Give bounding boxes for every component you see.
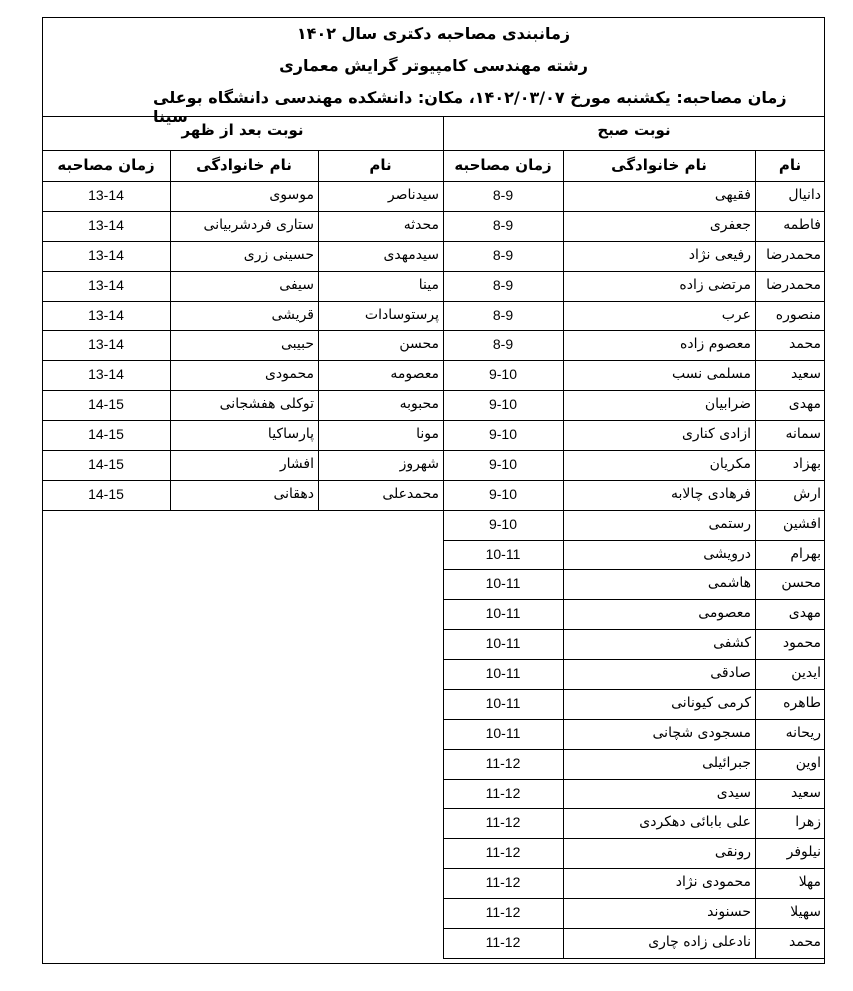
row-divider bbox=[42, 330, 443, 331]
morning-row-time: 11-12 bbox=[485, 754, 521, 771]
row-divider bbox=[443, 629, 825, 630]
morning-row-name: محمد bbox=[789, 934, 821, 950]
afternoon-row-name: مینا bbox=[418, 276, 439, 293]
afternoon-row-name: محمدعلی bbox=[382, 485, 439, 502]
morning-row-family: ازادی کناری bbox=[681, 426, 751, 443]
morning-row-family: رفیعی نژاد bbox=[688, 246, 751, 263]
morning-row-time: 9-10 bbox=[488, 485, 518, 502]
morning-row-name: سعید bbox=[790, 366, 821, 383]
morning-row-family: جبرائیلی bbox=[702, 754, 751, 771]
afternoon-row-name: محبوبه bbox=[399, 396, 439, 413]
afternoon-row-family: سیفی bbox=[279, 276, 314, 293]
afternoon-row-time: 13-14 bbox=[88, 246, 124, 263]
morning-row-family: جعفری bbox=[709, 216, 751, 233]
row-divider bbox=[443, 271, 825, 272]
morning-row-name: دانیال bbox=[788, 187, 821, 203]
morning-row-name: ریحانه bbox=[785, 724, 821, 741]
row-divider bbox=[443, 540, 825, 541]
morning-row-time: 11-12 bbox=[485, 934, 521, 950]
row-divider bbox=[42, 211, 443, 212]
afternoon-row-time: 14-15 bbox=[88, 426, 124, 443]
morning-row-family: رستمی bbox=[708, 515, 751, 532]
afternoon-row-family: موسوی bbox=[269, 187, 314, 203]
morning-row-time: 9-10 bbox=[488, 426, 518, 443]
morning-row-family: صادقی bbox=[710, 665, 751, 682]
afternoon-header-name: نام bbox=[369, 156, 392, 174]
row-divider bbox=[443, 211, 825, 212]
morning-row-time: 8-9 bbox=[492, 336, 514, 353]
row-divider bbox=[443, 928, 825, 929]
morning-row-family: کشفی bbox=[713, 635, 751, 652]
afternoon-row-family: دهقانی bbox=[273, 485, 314, 502]
afternoon-row-time: 14-15 bbox=[88, 396, 124, 413]
morning-row-time: 10-11 bbox=[485, 665, 521, 682]
row-divider bbox=[443, 330, 825, 331]
morning-row-time: 11-12 bbox=[485, 814, 521, 831]
afternoon-row-family: حبیبی bbox=[281, 336, 314, 353]
morning-row-name: نیلوفر bbox=[786, 844, 821, 861]
section-divider bbox=[443, 116, 444, 958]
morning-row-name: مهدی bbox=[788, 605, 821, 622]
morning-row-name: اوین bbox=[795, 754, 821, 771]
morning-section-label: نوبت صبح bbox=[597, 121, 671, 139]
morning-row-family: مسلمی نسب bbox=[672, 366, 751, 383]
row-divider bbox=[443, 599, 825, 600]
morning-row-family: محمودی نژاد bbox=[675, 874, 751, 891]
morning-row-family: ضرابیان bbox=[704, 396, 751, 413]
morning-row-family: معصوم زاده bbox=[680, 336, 751, 353]
morning-row-family: نادعلی زاده چاری bbox=[648, 934, 751, 950]
morning-row-name: ایدین bbox=[791, 665, 821, 682]
row-divider bbox=[42, 360, 443, 361]
morning-row-name: طاهره bbox=[783, 694, 821, 711]
row-divider bbox=[443, 301, 825, 302]
afternoon-row-name: معصومه bbox=[390, 366, 439, 383]
morning-row-time: 8-9 bbox=[492, 187, 514, 203]
afternoon-row-time: 13-14 bbox=[88, 216, 124, 233]
afternoon-row-time: 14-15 bbox=[88, 485, 124, 502]
row-divider bbox=[42, 480, 443, 481]
row-divider bbox=[443, 958, 825, 959]
morning-row-time: 10-11 bbox=[485, 605, 521, 622]
row-divider bbox=[443, 868, 825, 869]
morning-row-family: مرتضی زاده bbox=[679, 276, 751, 293]
row-divider bbox=[443, 241, 825, 242]
title-block bbox=[43, 18, 824, 126]
title-line-1: زمانبندی مصاحبه دکتری سال ۱۴۰۲ bbox=[296, 24, 571, 43]
morning-row-name: محمد bbox=[789, 336, 821, 353]
afternoon-row-name: پرستوسادات bbox=[364, 306, 439, 323]
column-header-divider bbox=[42, 181, 825, 182]
morning-row-name: محمدرضا bbox=[766, 246, 821, 263]
morning-row-family: فقیهی bbox=[714, 187, 751, 203]
morning-row-time: 8-9 bbox=[492, 276, 514, 293]
morning-row-time: 10-11 bbox=[485, 575, 521, 592]
row-divider bbox=[443, 808, 825, 809]
morning-row-name: افشین bbox=[783, 515, 821, 532]
morning-row-family: حسنوند bbox=[707, 904, 751, 921]
row-divider bbox=[42, 510, 443, 511]
row-divider bbox=[443, 719, 825, 720]
morning-row-time: 8-9 bbox=[492, 216, 514, 233]
morning-row-time: 8-9 bbox=[492, 246, 514, 263]
afternoon-row-time: 13-14 bbox=[88, 306, 124, 323]
morning-row-family: کرمی کیونانی bbox=[671, 694, 751, 711]
row-divider bbox=[443, 898, 825, 899]
morning-row-time: 8-9 bbox=[492, 306, 514, 323]
morning-row-time: 9-10 bbox=[488, 366, 518, 383]
afternoon-row-name: سیدناصر bbox=[387, 187, 439, 203]
morning-row-time: 9-10 bbox=[488, 396, 518, 413]
morning-row-time: 10-11 bbox=[485, 545, 521, 562]
morning-row-name: محسن bbox=[781, 575, 821, 592]
afternoon-header-family: نام خانوادگی bbox=[196, 156, 292, 174]
afternoon-row-family: حسینی زری bbox=[243, 246, 314, 263]
morning-row-time: 10-11 bbox=[485, 635, 521, 652]
morning-row-time: 9-10 bbox=[488, 455, 518, 472]
morning-header-family: نام خانوادگی bbox=[611, 156, 707, 174]
row-divider bbox=[443, 510, 825, 511]
afternoon-row-family: ستاری فردشربیانی bbox=[203, 216, 314, 233]
afternoon-row-name: مونا bbox=[416, 426, 439, 443]
morning-row-name: محمدرضا bbox=[766, 276, 821, 293]
row-divider bbox=[42, 450, 443, 451]
title-line-2: رشته مهندسی کامپیوتر گرایش معماری bbox=[279, 56, 588, 75]
morning-row-name: سمانه bbox=[785, 426, 821, 443]
morning-row-family: معصومی bbox=[698, 605, 751, 622]
morning-row-name: منصوره bbox=[775, 306, 821, 323]
morning-row-name: ارش bbox=[793, 485, 821, 502]
afternoon-row-time: 13-14 bbox=[88, 276, 124, 293]
morning-row-time: 9-10 bbox=[488, 515, 518, 532]
row-divider bbox=[42, 241, 443, 242]
title-line-3: زمان مصاحبه: یکشنبه مورخ ۱۴۰۲/۰۳/۰۷، مکان: دانشکده مهندسی دانشگاه بوعلی سینا bbox=[153, 88, 787, 126]
row-divider bbox=[443, 779, 825, 780]
row-divider bbox=[443, 659, 825, 660]
afternoon-row-family: قریشی bbox=[271, 306, 314, 323]
morning-row-time: 11-12 bbox=[485, 784, 521, 801]
morning-header-name: نام bbox=[778, 156, 802, 174]
morning-row-family: هاشمی bbox=[707, 575, 751, 592]
row-divider bbox=[443, 390, 825, 391]
morning-row-family: فرهادی چالابه bbox=[670, 485, 751, 502]
row-divider bbox=[443, 838, 825, 839]
morning-row-family: درویشی bbox=[703, 545, 751, 562]
row-divider bbox=[443, 480, 825, 481]
afternoon-row-family: افشار bbox=[279, 455, 314, 472]
morning-row-name: سهیلا bbox=[790, 904, 821, 921]
morning-row-name: بهرام bbox=[790, 545, 821, 562]
row-divider bbox=[42, 271, 443, 272]
morning-row-name: سعید bbox=[790, 784, 821, 801]
afternoon-row-name: محسن bbox=[399, 336, 439, 353]
row-divider bbox=[42, 390, 443, 391]
afternoon-row-time: 13-14 bbox=[88, 366, 124, 383]
morning-row-time: 11-12 bbox=[485, 844, 521, 861]
afternoon-row-time: 13-14 bbox=[88, 187, 124, 203]
row-divider bbox=[443, 450, 825, 451]
row-divider bbox=[42, 301, 443, 302]
row-divider bbox=[443, 749, 825, 750]
morning-row-name: بهزاد bbox=[792, 455, 821, 472]
morning-row-time: 10-11 bbox=[485, 724, 521, 741]
morning-row-name: فاطمه bbox=[783, 216, 821, 233]
morning-row-name: زهرا bbox=[795, 814, 821, 831]
row-divider bbox=[42, 420, 443, 421]
morning-row-family: علی بابائی دهکردی bbox=[639, 814, 751, 831]
morning-row-time: 11-12 bbox=[485, 874, 521, 891]
afternoon-row-name: سیدمهدی bbox=[383, 246, 439, 263]
afternoon-row-name: شهروز bbox=[399, 455, 439, 472]
morning-row-time: 10-11 bbox=[485, 694, 521, 711]
morning-row-family: مکریان bbox=[709, 455, 751, 472]
morning-row-name: مهلا bbox=[798, 874, 821, 891]
morning-row-family: رونقی bbox=[714, 844, 751, 861]
section-header-divider bbox=[42, 150, 825, 151]
morning-header-time: زمان مصاحبه bbox=[454, 156, 552, 174]
afternoon-row-family: توکلی هفشجانی bbox=[219, 396, 314, 413]
afternoon-section-label: نوبت بعد از ظهر bbox=[181, 121, 304, 139]
morning-row-time: 11-12 bbox=[485, 904, 521, 921]
row-divider bbox=[443, 689, 825, 690]
row-divider bbox=[443, 569, 825, 570]
morning-row-family: عرب bbox=[721, 306, 751, 323]
morning-row-name: مهدی bbox=[788, 396, 821, 413]
afternoon-row-time: 13-14 bbox=[88, 336, 124, 353]
morning-row-family: مسجودی شچانی bbox=[652, 724, 751, 741]
afternoon-row-name: محدثه bbox=[403, 216, 439, 233]
morning-row-name: محمود bbox=[782, 635, 821, 652]
afternoon-row-family: پارساکیا bbox=[267, 426, 314, 443]
morning-row-family: سیدی bbox=[716, 784, 751, 801]
afternoon-row-family: محمودی bbox=[264, 366, 314, 383]
afternoon-row-time: 14-15 bbox=[88, 455, 124, 472]
row-divider bbox=[443, 420, 825, 421]
row-divider bbox=[443, 360, 825, 361]
afternoon-header-time: زمان مصاحبه bbox=[57, 156, 155, 174]
